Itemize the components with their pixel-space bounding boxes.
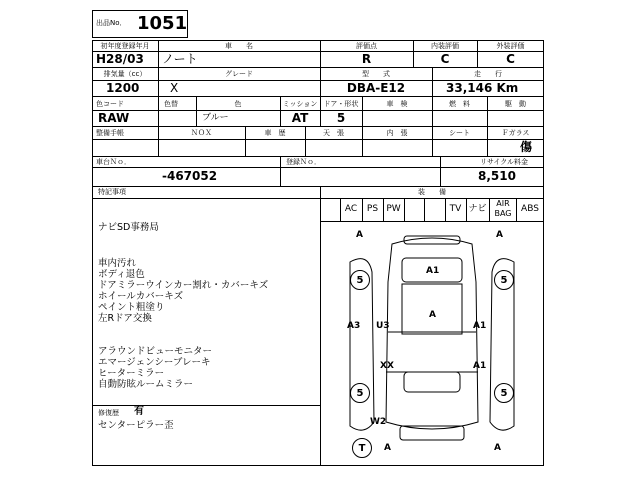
label-color-family: 色替 <box>164 100 178 108</box>
notes-heading: 特記事項 <box>98 188 126 196</box>
front-bumper <box>404 236 460 244</box>
label-fuel: 燃 料 <box>449 100 470 108</box>
recycle-fee: 8,510 <box>478 169 516 183</box>
color-code: RAW <box>98 111 130 125</box>
equipment-heading: 装 備 <box>418 188 446 196</box>
note-line: ドアミラーウインカー割れ・カバーキズ <box>98 280 269 291</box>
note-line: ペイント粗塗り <box>98 302 165 313</box>
label-exterior-grade: 外装評価 <box>496 42 525 50</box>
label-history: 車 歴 <box>264 129 286 137</box>
repair-note: センターピラー歪 <box>98 420 174 431</box>
label-maintenance-book: 整備手帳 <box>96 129 124 137</box>
label-displacement: 排気量（cc） <box>103 70 147 78</box>
circle-right-rear-wheel: 5 <box>494 383 514 403</box>
mark-rear-right: A <box>494 443 501 453</box>
label-front-glass: Ｆガラス <box>501 129 530 137</box>
car-diagram <box>320 222 544 465</box>
exterior-grade: C <box>506 52 515 66</box>
grade: X <box>170 81 179 95</box>
label-interior-panels: 内 張 <box>386 129 408 137</box>
repair-history-label: 修復歴 <box>98 409 119 417</box>
mission: AT <box>291 111 309 125</box>
rear-bumper <box>400 426 464 440</box>
label-grade: グレード <box>225 70 253 78</box>
label-doors: ドア・形状 <box>323 100 359 108</box>
label-nox: ＮＯＸ <box>191 129 212 137</box>
note-line: ナビSD事務局 <box>98 222 159 233</box>
equip-ps: PS <box>366 204 379 214</box>
label-drive: 駆 動 <box>505 100 526 108</box>
label-interior-grade: 内装評価 <box>431 42 459 50</box>
equip-pw: PW <box>386 204 401 214</box>
interior-grade: C <box>440 52 450 66</box>
label-inspection: 車 検 <box>386 100 408 108</box>
note-line: ホイールカバーキズ <box>98 291 184 302</box>
label-reg-year: 初年度登録年月 <box>100 42 150 50</box>
chassis-number: -467052 <box>162 169 218 183</box>
label-registration-number: 登録Ｎｏ． <box>286 158 321 166</box>
label-model: 型 式 <box>362 70 390 78</box>
mark-front-left-corner: A <box>356 230 363 240</box>
mark-hood: A1 <box>426 266 440 276</box>
mark-front-right-corner: A <box>496 230 503 240</box>
repair-history-value: 有 <box>134 406 144 417</box>
mark-roof: A <box>429 310 436 320</box>
label-score: 評価点 <box>356 42 377 50</box>
label-color: 色 <box>234 100 242 108</box>
note-line: 左Rドア交換 <box>98 313 152 324</box>
mark-left-rear-quarter: W2 <box>370 417 387 427</box>
equip-tv: TV <box>449 204 462 214</box>
label-car-name: 車 名 <box>225 42 253 50</box>
model-code: DBA-E12 <box>346 81 406 95</box>
note-line: アラウンドビューモニター <box>98 346 213 357</box>
lot-number-box <box>92 10 188 38</box>
equip-abs: ABS <box>521 204 539 214</box>
color: ブルー <box>202 113 229 123</box>
equip-airbag: AIR BAG <box>494 199 512 218</box>
label-mileage: 走 行 <box>474 70 502 78</box>
note-line: ボディ退色 <box>98 269 145 280</box>
mark-rear-left: A <box>384 443 391 453</box>
label-recycle-fee: リサイクル料金 <box>480 158 529 166</box>
mark-right-rear-door: A1 <box>473 361 487 371</box>
mark-left-front-fender: A3 <box>347 321 361 331</box>
lot-label: 出品No． <box>96 19 127 27</box>
equip-navi: ナビ <box>468 204 487 214</box>
label-roof-lining: 天 張 <box>323 129 344 137</box>
circle-left-rear-wheel: 5 <box>350 383 370 403</box>
score: R <box>361 52 372 66</box>
note-line: 車内汚れ <box>98 258 137 269</box>
note-line: ヒーターミラー <box>98 368 165 379</box>
mileage: 33,146 Km <box>446 81 519 95</box>
roof <box>402 284 462 334</box>
note-line: エマージェンシーブレーキ <box>98 357 211 368</box>
mark-left-rear-door: XX <box>380 361 394 371</box>
note-line: 自動防眩ルームミラー <box>98 379 194 390</box>
mark-left-front-door: U3 <box>376 321 390 331</box>
car-name: ノート <box>162 52 198 66</box>
reg-year: H28/03 <box>96 52 144 66</box>
front-glass-value: 傷 <box>520 140 533 154</box>
mark-right-front-door: A1 <box>473 321 487 331</box>
circle-right-front-wheel: 5 <box>494 270 514 290</box>
lot-number: 1051 <box>137 13 188 34</box>
displacement: 1200 <box>106 81 140 95</box>
label-seat: シート <box>449 129 470 137</box>
equip-ac: AC <box>344 204 358 214</box>
label-chassis-number: 車台Ｎｏ． <box>96 158 131 166</box>
label-color-code: 色コード <box>96 100 124 108</box>
rear-window <box>404 372 460 392</box>
doors: 5 <box>336 111 346 125</box>
circle-spare-tire: T <box>352 438 372 458</box>
circle-left-front-wheel: 5 <box>350 270 370 290</box>
label-mission: ミッション <box>282 100 318 108</box>
